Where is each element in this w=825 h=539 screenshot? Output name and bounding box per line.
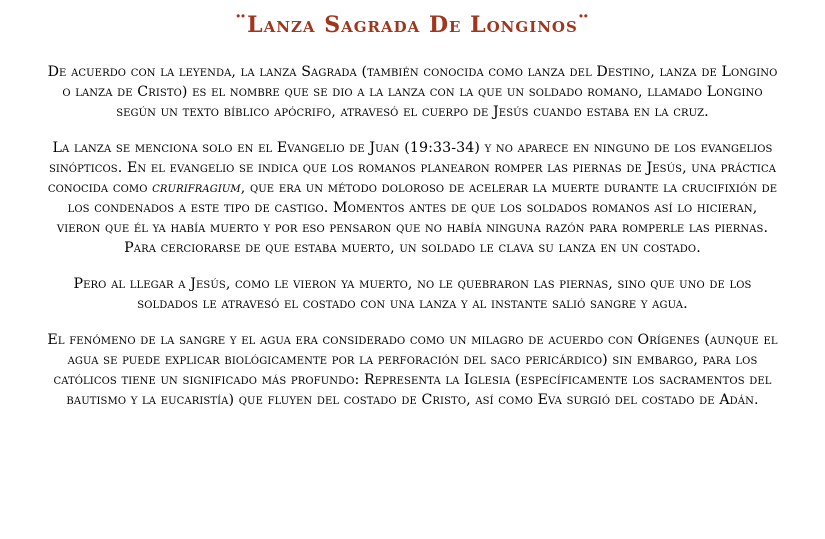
crurifragium-term: crurifragium (152, 180, 241, 196)
paragraph-2-part-1: La lanza se menciona solo en el Evangelio de Juan (19:33-34) y no aparece en ninguno de los evangelios sinópticos. En el evangelio se indica que los romanos planearon romper las piernas de Jesús, una práctica conocida como (47, 140, 777, 196)
page-title: ¨Lanza Sagrada De Longinos¨ (235, 12, 590, 38)
paragraph-4: El fenómeno de la sangre y el agua era considerado como un milagro de acuerdo con Orígenes (aunque el agua se puede explicar biológicamente por la perforación del saco pericárdico) sin embargo, para los católicos tiene un significado más profundo: Representa la Iglesia (específicamente los sacramentos del bautismo y la eucaristía) que fluyen del costado de Cristo, así como Eva surgió del costado de Adán. (47, 332, 778, 408)
paragraph-2-part-2: , que era un método doloroso de acelerar la muerte durante la crucifixión de los condenados a este tipo de castigo. Momentos antes de que los soldados romanos así lo hicieran, vieron que él ya había muerto y por eso pensaron que no había ninguna razón para romperle las piernas. Para cerciorarse de que estaba muerto, un soldado le clava su lanza en un costado. (56, 180, 778, 256)
paragraph-1: De acuerdo con la leyenda, la lanza Sagrada (también conocida como lanza del Destino, lanza de Longino o lanza de Cristo) es el nombre que se dio a la lanza con la que un soldado romano, llamado Longino según un texto bíblico apócrifo, atravesó el cuerpo de Jesús cuando estaba en la cruz. (47, 64, 778, 120)
paragraph-2 (44, 138, 781, 258)
paragraph-3: Pero al llegar a Jesús, como le vieron ya muerto, no le quebraron las piernas, sino que uno de los soldados le atravesó el costado con una lanza y al instante salió sangre y agua. (73, 276, 752, 312)
